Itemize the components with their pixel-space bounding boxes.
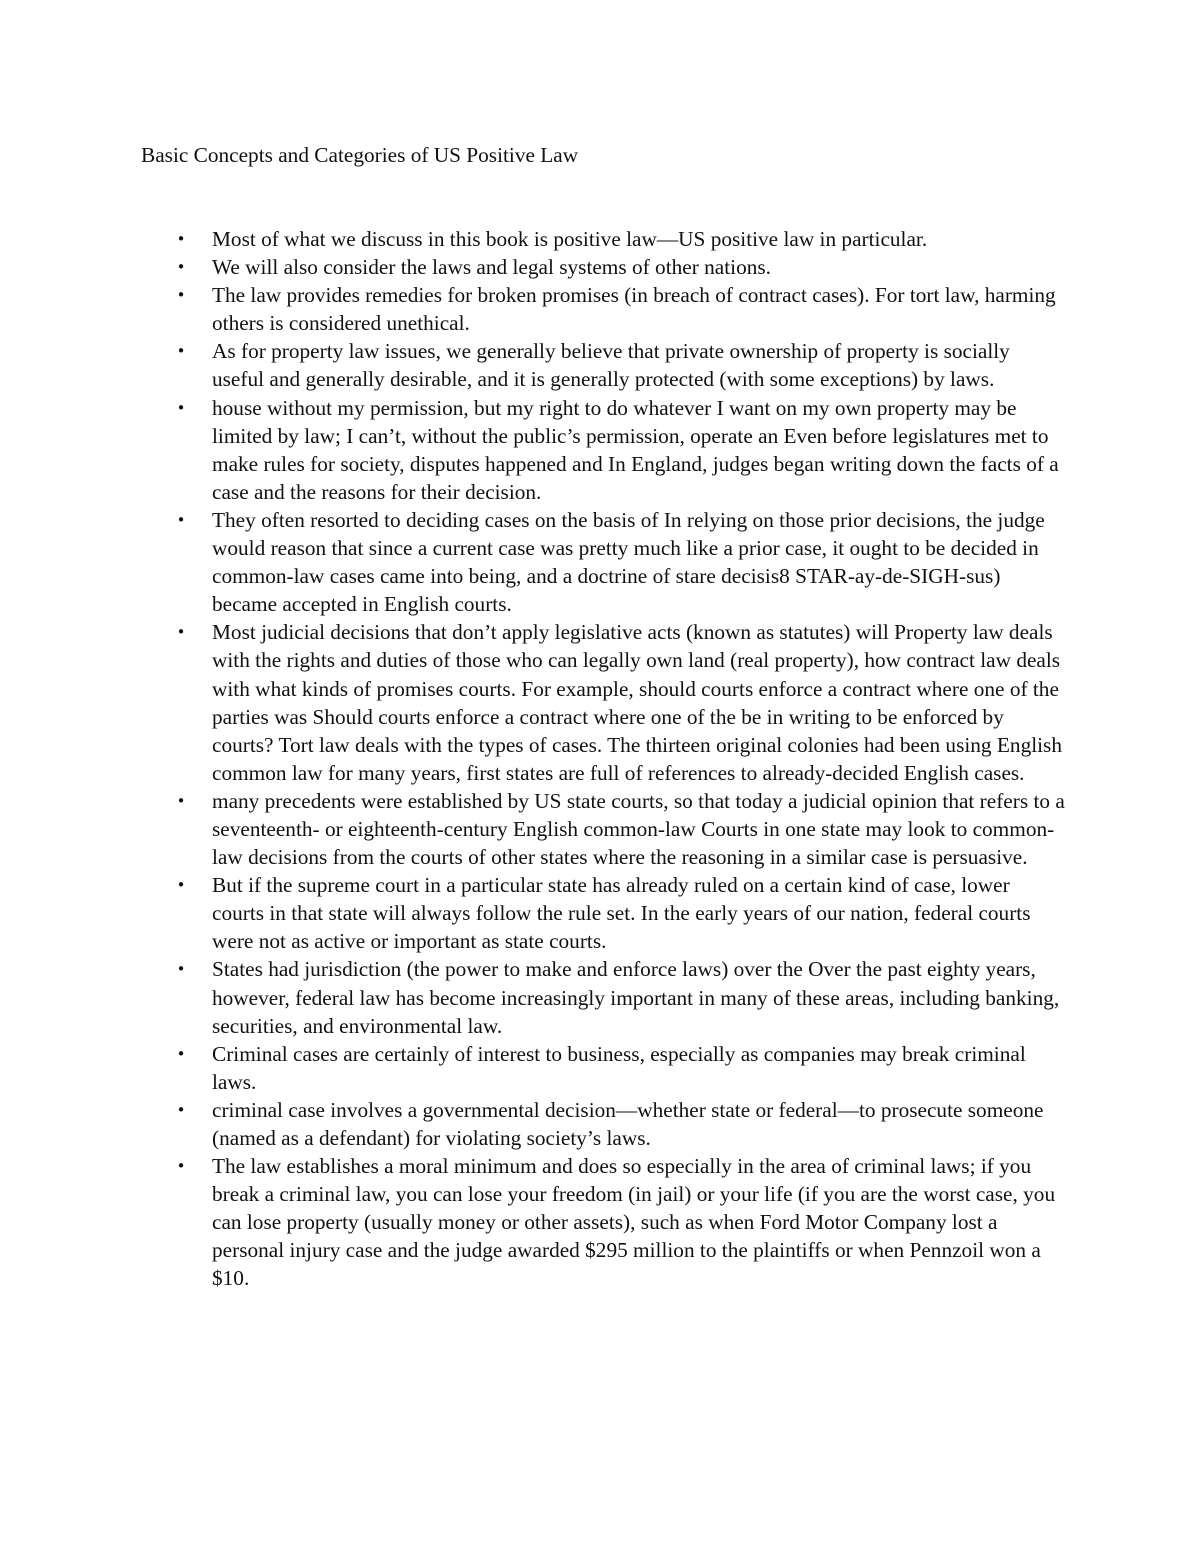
list-item-text: States had jurisdiction (the power to make and enforce laws) over the Over the past eighty years, however, federal law has become increasingly important in many of these areas, including banking, securities, and environmental law. [212, 957, 1060, 1038]
list-item-text: We will also consider the laws and legal systems of other nations. [212, 255, 771, 280]
bullet-icon: • [176, 791, 186, 810]
list-item-text: criminal case involves a governmental decision—whether state or federal—to prosecute someone (named as a defendant) for violating society’s laws. [212, 1097, 1044, 1150]
bullet-icon: • [176, 876, 186, 895]
document-title: Basic Concepts and Categories of US Positive Law [141, 143, 579, 167]
list-item [141, 281, 1066, 337]
list-item [141, 787, 1066, 871]
list-item [141, 1096, 1066, 1152]
list-item-text: Most of what we discuss in this book is positive law—US positive law in particular. [212, 227, 928, 251]
bullet-icon: • [176, 342, 186, 361]
list-item [141, 871, 1066, 955]
list-item [141, 618, 1066, 787]
list-item [141, 506, 1066, 618]
list-item [141, 955, 1066, 1039]
bullet-icon: • [176, 623, 186, 642]
bullet-icon: • [176, 510, 186, 529]
list-item [141, 225, 1066, 253]
list-item-text: As for property law issues, we generally believe that private ownership of property is socially useful and generally desirable, and it is generally protected (with some exceptions) by laws. [212, 339, 1010, 392]
list-item [141, 1040, 1066, 1096]
bullet-icon: • [176, 258, 186, 277]
bullet-icon: • [176, 398, 186, 417]
list-item [141, 394, 1066, 506]
list-item-text: many precedents were established by US state courts, so that today a judicial opinion that refers to a seventeenth- or eighteenth-century English common-law Courts in one state may look to common-law decisions from the courts of other states where the reasoning in a similar case is persuasive. [212, 788, 1065, 870]
bullet-icon: • [176, 1044, 186, 1063]
bullet-icon: • [176, 1100, 186, 1119]
list-item-text: The law establishes a moral minimum and does so especially in the area of criminal laws; if you break a criminal law, you can lose your freedom (in jail) or your life (if you are the worst case, you can lose property (usually money or other assets), such as when Ford Motor Company lost a personal injury case and the judge awarded $295 million to the plaintiffs or when Pennzoil won a $10. [212, 1154, 1056, 1291]
list-item-text: Most judicial decisions that don’t apply legislative acts (known as statutes) will Property law deals with the rights and duties of those who can legally own land (real property), how contract law deals with what kinds of promises courts. For example, should courts enforce a contract where one of the parties was Should courts enforce a contract where one of the be in writing to be enforced by courts? Tort law deals with the types of cases. The thirteen original colonies had been using English common law for many years, first states are full of references to already-decided English cases. [212, 620, 1062, 785]
bullet-icon: • [176, 960, 186, 979]
bullet-list [141, 225, 1066, 1293]
list-item [141, 1152, 1066, 1292]
list-item-text: house without my permission, but my right to do whatever I want on my own property may be limited by law; I can’t, without the public’s permission, operate an Even before legislatures met to make rules for society, disputes happened and In England, judges began writing down the facts of a case and the reasons for their decision. [212, 395, 1059, 504]
list-item-text: They often resorted to deciding cases on the basis of In relying on those prior decisions, the judge would reason that since a current case was pretty much like a prior case, it ought to be decided in common-law cases came into being, and a doctrine of stare decisis8 STAR-ay-de-SIGH-sus) became accepted in English courts. [212, 507, 1045, 617]
list-item-text: But if the supreme court in a particular state has already ruled on a certain kind of case, lower courts in that state will always follow the rule set. In the early years of our nation, federal courts were not as active or important as state courts. [212, 873, 1031, 954]
list-item-text: Criminal cases are certainly of interest to business, especially as companies may break criminal laws. [212, 1041, 1026, 1094]
bullet-icon: • [176, 286, 186, 305]
list-item [141, 253, 1066, 281]
bullet-icon: • [176, 1157, 186, 1176]
list-item-text: The law provides remedies for broken promises (in breach of contract cases). For tort law, harming others is considered unethical. [212, 283, 1056, 336]
bullet-icon: • [176, 230, 186, 248]
list-item [141, 337, 1066, 393]
